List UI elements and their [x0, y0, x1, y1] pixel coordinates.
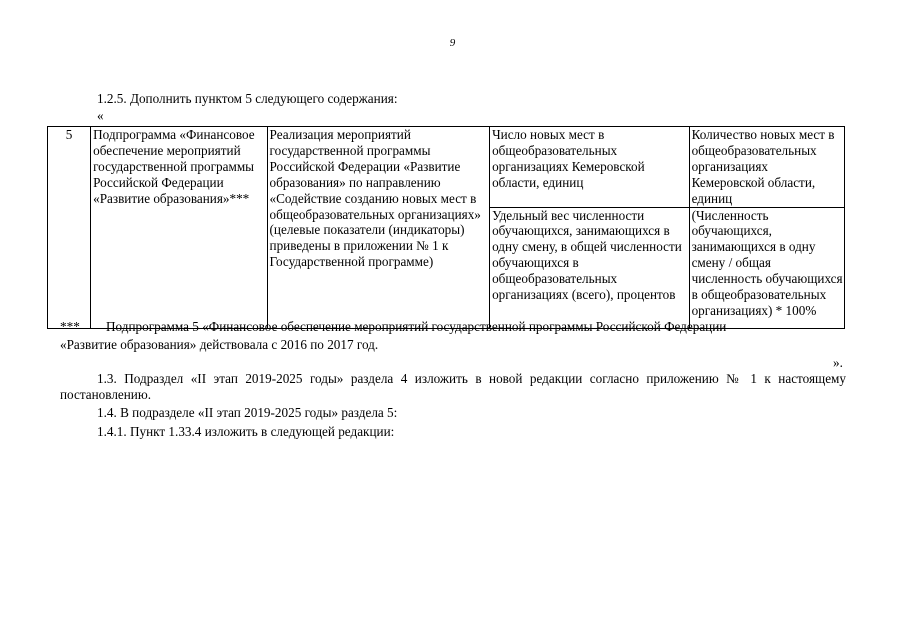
- footnote-marker: ***: [60, 319, 80, 334]
- indicator-calc-cell: (Численность обучающихся, занимающихся в одну смену / общая численность обучающихся в общеобразовательных организациях) * 100%: [689, 207, 844, 328]
- paragraph-1-4: 1.4. В подразделе «II этап 2019-2025 годы» раздела 5:: [97, 405, 398, 420]
- paragraph-1-3: 1.3. Подраздел «II этап 2019-2025 годы» раздела 4 изложить в новой редакции согласно приложению № 1 к настоящему постановлению.: [60, 371, 846, 402]
- paragraph-1-4-1: 1.4.1. Пункт 1.33.4 изложить в следующей редакции:: [97, 424, 395, 439]
- subprogram-table: [47, 126, 845, 329]
- opening-quote: «: [97, 108, 104, 123]
- subprogram-name-cell: Подпрограмма «Финансовое обеспечение мероприятий государственной программы Российской Федерации «Развитие образования»***: [91, 127, 267, 329]
- closing-quote: ».: [833, 355, 843, 370]
- indicator-name-cell: Число новых мест в общеобразовательных организациях Кемеровской области, единиц: [490, 127, 690, 208]
- indicator-calc-cell: Количество новых мест в общеобразовательных организациях Кемеровской области, единиц: [689, 127, 844, 208]
- table-row: [48, 127, 845, 208]
- footnote-line-2: «Развитие образования» действовала с 2016 по 2017 год.: [60, 337, 379, 352]
- page-number: 9: [449, 37, 456, 49]
- row-number-cell: 5: [48, 127, 91, 329]
- indicator-name-cell: Удельный вес численности обучающихся, занимающихся в одну смену, в общей численности обучающихся в общеобразовательных организациях (всего), процентов: [490, 207, 690, 328]
- footnote-text-1: Подпрограмма 5 «Финансовое обеспечение мероприятий государственной программы Российской Федерации: [106, 319, 727, 334]
- footnote-line-1: [60, 319, 845, 335]
- subprogram-description-cell: Реализация мероприятий государственной программы Российской Федерации «Развитие образования» по направлению «Содействие созданию новых мест в общеобразовательных организациях» (целевые показатели (индикаторы) приведены в приложении № 1 к Государственной программе): [267, 127, 490, 329]
- intro-line: 1.2.5. Дополнить пунктом 5 следующего содержания:: [97, 91, 398, 106]
